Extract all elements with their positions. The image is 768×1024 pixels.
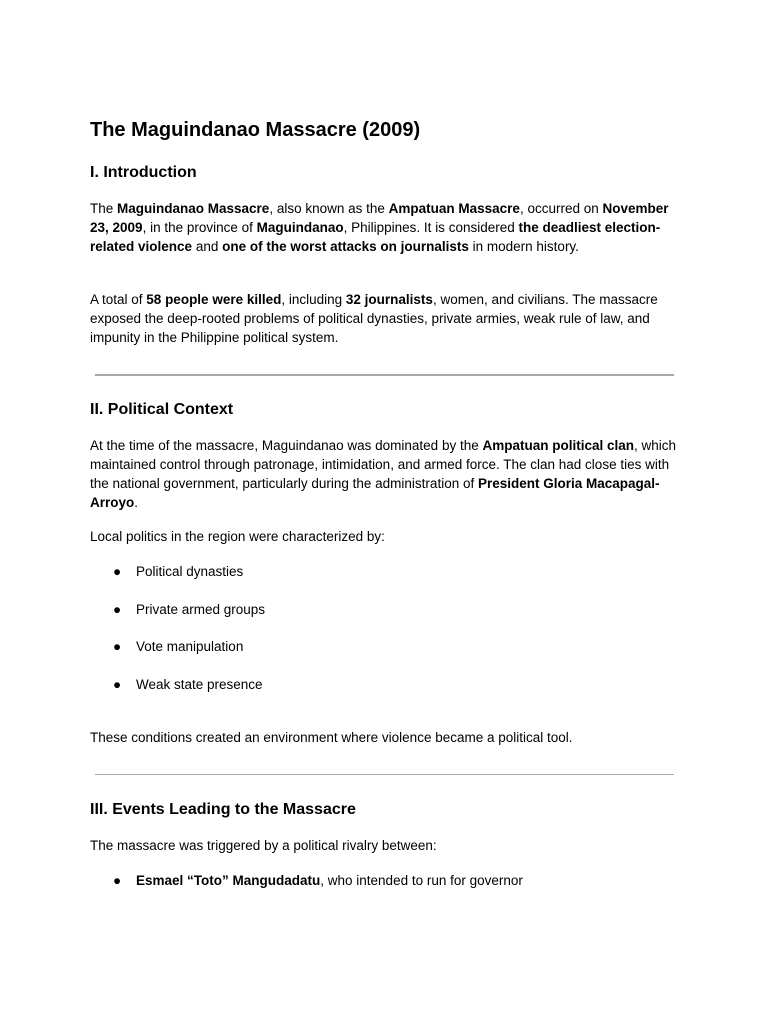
document-title: The Maguindanao Massacre (2009) xyxy=(90,119,421,141)
bold-span: the deadliest election-related violence xyxy=(90,220,661,254)
text-span: , Philippines. It is considered xyxy=(343,220,519,235)
section-divider xyxy=(95,374,674,376)
bold-span: President Gloria Macapagal-Arroyo xyxy=(90,476,660,510)
bullet-marker: ● xyxy=(113,639,122,654)
bullet-marker: ● xyxy=(113,564,122,579)
text-span: The xyxy=(90,201,118,216)
bullet-marker: ● xyxy=(113,602,122,617)
list-item: Weak state presence xyxy=(136,677,263,692)
text-span: in modern history. xyxy=(468,239,579,254)
bullet-marker: ● xyxy=(113,677,122,692)
context-paragraph-2: Local politics in the region were characterized by: xyxy=(90,529,385,544)
bold-span: Esmael “Toto” Mangudadatu xyxy=(136,873,321,888)
text-span: , including xyxy=(281,292,346,307)
text-span: . xyxy=(134,495,139,510)
heading-introduction: I. Introduction xyxy=(90,164,197,181)
list-item xyxy=(136,871,523,890)
text-span: , who intended to run for governor xyxy=(320,873,523,888)
bullet-marker: ● xyxy=(113,873,122,888)
text-span: , occurred on xyxy=(519,201,603,216)
text-span: At the time of the massacre, Maguindanao was dominated by the xyxy=(90,438,483,453)
list-item: Vote manipulation xyxy=(136,639,244,654)
context-paragraph-3: These conditions created an environment where violence became a political tool. xyxy=(90,730,573,745)
bold-span: November 23, 2009 xyxy=(90,201,669,235)
bold-span: Maguindanao Massacre xyxy=(117,201,270,216)
intro-paragraph-1 xyxy=(90,199,680,256)
intro-paragraph-2 xyxy=(90,290,680,347)
text-span: , women, and civilians. The massacre exposed the deep-rooted problems of political dynasties, private armies, weak rule of law, and impunity in the Philippine political system. xyxy=(90,292,658,345)
bold-span: Ampatuan political clan xyxy=(482,438,635,453)
events-paragraph-1: The massacre was triggered by a political rivalry between: xyxy=(90,838,437,853)
list-item: Private armed groups xyxy=(136,602,266,617)
bold-span: 32 journalists xyxy=(345,292,433,307)
heading-political-context: II. Political Context xyxy=(90,401,234,418)
heading-events: III. Events Leading to the Massacre xyxy=(90,801,356,818)
section-divider xyxy=(95,774,674,775)
text-span: , also known as the xyxy=(269,201,389,216)
text-span: A total of xyxy=(90,292,147,307)
text-span: , which maintained control through patronage, intimidation, and armed force. The clan had close ties with the national government, particularly during the administration of xyxy=(90,438,677,491)
bold-span: Ampatuan Massacre xyxy=(388,201,520,216)
bold-span: Maguindanao xyxy=(256,220,344,235)
context-paragraph-1 xyxy=(90,436,680,512)
text-span: and xyxy=(192,239,223,254)
bold-span: 58 people were killed xyxy=(146,292,282,307)
text-span: , in the province of xyxy=(142,220,257,235)
bold-span: one of the worst attacks on journalists xyxy=(222,239,469,254)
list-item: Political dynasties xyxy=(136,564,244,579)
